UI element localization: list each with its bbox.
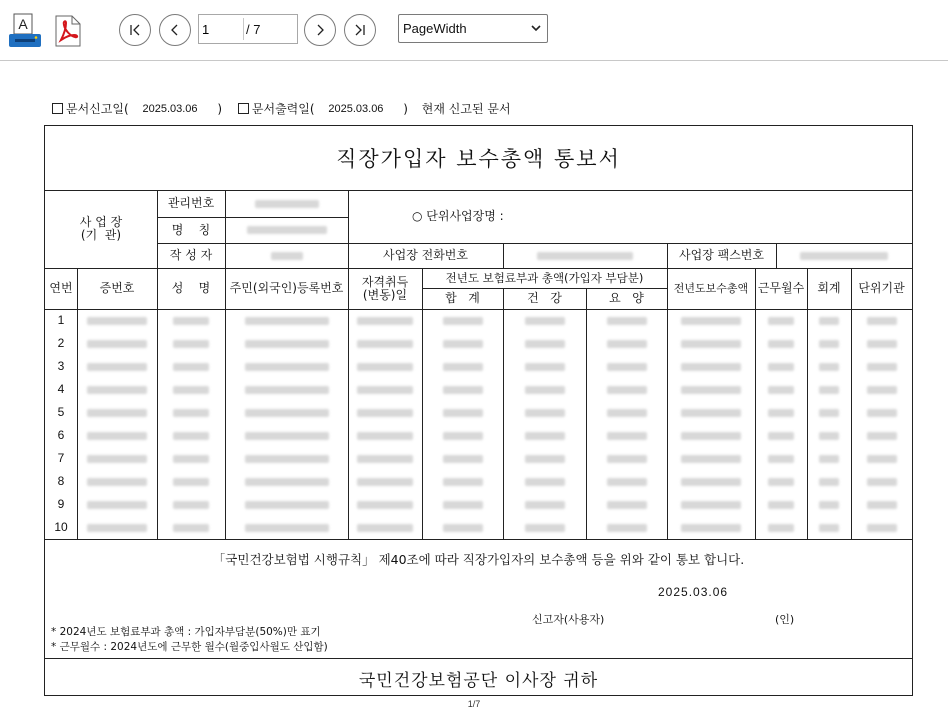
- redacted-cell: [503, 493, 586, 516]
- col-health: 건 강: [527, 291, 562, 305]
- col-resident-no: 주민(외국인)등록번호: [229, 281, 344, 295]
- redacted-cell: [77, 355, 157, 378]
- redacted-cell: [348, 332, 422, 355]
- redacted-cell: [503, 378, 586, 401]
- redacted-cell: [348, 470, 422, 493]
- redacted-cell: [422, 309, 503, 332]
- redacted-cell: [157, 493, 225, 516]
- zoom-value: PageWidth: [403, 21, 467, 36]
- redacted-cell: [225, 309, 348, 332]
- report-date: 2025.03.06: [142, 102, 198, 115]
- redacted-cell: [586, 493, 667, 516]
- redacted-cell: [225, 355, 348, 378]
- next-page-button[interactable]: [304, 14, 336, 46]
- redacted-cell: [807, 424, 851, 447]
- redacted-cell: [348, 309, 422, 332]
- redacted-cell: [77, 424, 157, 447]
- page-indicator: 1/7: [467, 699, 481, 709]
- redacted-cell: [667, 447, 755, 470]
- redacted-cell: [807, 493, 851, 516]
- redacted-cell: [667, 332, 755, 355]
- mgmt-no-label: 관리번호: [167, 196, 215, 210]
- redacted-cell: [503, 332, 586, 355]
- redacted-cell: [348, 355, 422, 378]
- output-date-close: ): [403, 101, 408, 116]
- redacted-cell: [667, 516, 755, 539]
- report-form: [44, 125, 913, 696]
- row-seq: 10: [54, 520, 68, 534]
- redacted-cell: [422, 447, 503, 470]
- redacted-cell: [503, 355, 586, 378]
- redacted-cell: [422, 424, 503, 447]
- col-acq-date: 자격취득 (변동)일: [361, 274, 409, 302]
- footnotes: [51, 625, 328, 655]
- output-date-label: 문서출력일(: [251, 102, 315, 116]
- reporter-label: 신고자(사용자): [532, 613, 605, 626]
- redacted-cell: [807, 332, 851, 355]
- redacted-cell: [667, 355, 755, 378]
- redacted-cell: [807, 516, 851, 539]
- redacted-cell: [503, 516, 586, 539]
- redacted-cell: [755, 401, 807, 424]
- redacted-cell: [422, 378, 503, 401]
- redacted-cell: [503, 424, 586, 447]
- redacted-cell: [77, 516, 157, 539]
- redacted-cell: [807, 470, 851, 493]
- document-status-line: [52, 100, 511, 117]
- redacted-cell: [77, 332, 157, 355]
- document-status: 현재 신고된 문서: [421, 102, 511, 116]
- prev-page-button[interactable]: [159, 14, 191, 46]
- phone-label: 사업장 전화번호: [383, 248, 468, 262]
- redacted-cell: [77, 470, 157, 493]
- row-seq: 6: [57, 428, 65, 442]
- pdf-icon[interactable]: [48, 12, 84, 50]
- redacted-cell: [667, 493, 755, 516]
- redacted-cell: [755, 355, 807, 378]
- redacted-cell: [807, 355, 851, 378]
- toolbar-divider: [0, 60, 948, 61]
- redacted-cell: [348, 447, 422, 470]
- footnote-premium: * 2024년도 보험료부과 총액 : 가입자부담분(50%)만 표기: [51, 626, 321, 638]
- footnote-months: * 근무월수 : 2024년도에 근무한 월수(월중입사월도 산입함): [51, 641, 328, 653]
- redacted-cell: [157, 355, 225, 378]
- addressee: 국민건강보험공단 이사장 귀하: [358, 671, 599, 691]
- redacted-cell: [667, 378, 755, 401]
- redacted-cell: [77, 378, 157, 401]
- redacted-cell: [586, 470, 667, 493]
- redacted-cell: [225, 424, 348, 447]
- col-months: 근무월수: [757, 281, 805, 295]
- row-seq: 3: [57, 359, 65, 373]
- redacted-cell: [586, 401, 667, 424]
- redacted-cell: [157, 401, 225, 424]
- redacted-cell: [157, 516, 225, 539]
- redacted-cell: [348, 378, 422, 401]
- page-number-box: [198, 14, 298, 44]
- redacted-cell: [503, 309, 586, 332]
- redacted-cell: [157, 309, 225, 332]
- employer-name-value: [225, 217, 348, 243]
- redacted-cell: [77, 309, 157, 332]
- redacted-cell: [422, 493, 503, 516]
- print-icon[interactable]: [7, 12, 43, 50]
- redacted-cell: [807, 378, 851, 401]
- redacted-cell: [77, 401, 157, 424]
- redacted-cell: [667, 424, 755, 447]
- redacted-cell: [807, 401, 851, 424]
- redacted-cell: [807, 309, 851, 332]
- redacted-cell: [348, 493, 422, 516]
- redacted-cell: [422, 470, 503, 493]
- redacted-cell: [586, 516, 667, 539]
- redacted-cell: [348, 516, 422, 539]
- redacted-cell: [851, 378, 912, 401]
- redacted-cell: [667, 401, 755, 424]
- redacted-cell: [851, 516, 912, 539]
- redacted-cell: [422, 401, 503, 424]
- redacted-cell: [348, 401, 422, 424]
- redacted-cell: [157, 424, 225, 447]
- mgmt-no-value: [225, 190, 348, 217]
- redacted-cell: [157, 470, 225, 493]
- report-date-close: ): [217, 101, 223, 116]
- col-name: 성 명: [171, 281, 211, 295]
- redacted-cell: [851, 470, 912, 493]
- redacted-cell: [586, 424, 667, 447]
- redacted-cell: [586, 309, 667, 332]
- col-seq: 연번: [49, 281, 73, 295]
- redacted-cell: [225, 493, 348, 516]
- redacted-cell: [503, 401, 586, 424]
- output-date: 2025.03.06: [328, 102, 384, 115]
- redacted-cell: [755, 516, 807, 539]
- redacted-cell: [755, 424, 807, 447]
- col-unit: 단위기관: [858, 281, 905, 295]
- redacted-cell: [667, 309, 755, 332]
- first-page-button[interactable]: [119, 14, 151, 46]
- col-account: 회계: [817, 281, 841, 295]
- author-value: [225, 243, 348, 268]
- employer-label: 사 업 장 (기 관): [79, 215, 123, 242]
- redacted-cell: [755, 332, 807, 355]
- employer-name-label: 명 칭: [171, 222, 211, 237]
- unit-workplace-label: ○ 단위사업장명 :: [412, 209, 504, 223]
- chevron-down-icon: [531, 24, 541, 32]
- redacted-cell: [77, 447, 157, 470]
- redacted-cell: [851, 309, 912, 332]
- redacted-cell: [851, 493, 912, 516]
- document-title: 직장가입자 보수총액 통보서: [45, 126, 912, 191]
- redacted-cell: [755, 309, 807, 332]
- fax-value: [776, 243, 912, 268]
- last-page-icon: [352, 22, 368, 38]
- report-date-checkbox[interactable]: [52, 103, 63, 114]
- fax-label: 사업장 팩스번호: [679, 248, 764, 262]
- redacted-cell: [225, 516, 348, 539]
- total-pages: / 7: [246, 22, 261, 37]
- row-seq: 9: [57, 497, 65, 511]
- report-date-label: 문서신고일(: [66, 102, 129, 116]
- row-seq: 5: [57, 405, 65, 419]
- redacted-cell: [422, 516, 503, 539]
- redacted-cell: [586, 332, 667, 355]
- redacted-cell: [851, 424, 912, 447]
- row-seq: 4: [57, 382, 65, 396]
- redacted-cell: [225, 332, 348, 355]
- redacted-cell: [77, 493, 157, 516]
- col-total: 합 계: [445, 291, 480, 305]
- row-seq: 8: [57, 474, 65, 488]
- first-page-icon: [127, 22, 143, 38]
- redacted-cell: [503, 447, 586, 470]
- redacted-cell: [586, 378, 667, 401]
- redacted-cell: [755, 470, 807, 493]
- redacted-cell: [422, 355, 503, 378]
- col-prev-pay: 전년도보수총액: [673, 282, 749, 295]
- zoom-select[interactable]: [398, 14, 548, 43]
- redacted-cell: [851, 401, 912, 424]
- svg-text:A: A: [18, 16, 28, 32]
- seal-label: (인): [775, 613, 795, 626]
- redacted-cell: [225, 378, 348, 401]
- redacted-cell: [807, 447, 851, 470]
- next-page-icon: [312, 22, 328, 38]
- redacted-cell: [157, 447, 225, 470]
- redacted-cell: [755, 493, 807, 516]
- row-seq: 2: [57, 336, 65, 350]
- redacted-cell: [157, 332, 225, 355]
- author-label: 작 성 자: [169, 248, 213, 262]
- redacted-cell: [851, 332, 912, 355]
- row-seq: 1: [57, 313, 65, 327]
- notice-text: 「국민건강보험법 시행규칙」 제40조에 따라 직장가입자의 보수총액 등을 위와 같이 통보 합니다.: [212, 552, 745, 567]
- col-cert-no: 증번호: [99, 281, 135, 295]
- viewer-toolbar: [0, 0, 948, 60]
- redacted-cell: [422, 332, 503, 355]
- redacted-cell: [348, 424, 422, 447]
- phone-value: [503, 243, 667, 268]
- redacted-cell: [225, 470, 348, 493]
- redacted-cell: [755, 378, 807, 401]
- redacted-cell: [503, 470, 586, 493]
- redacted-cell: [586, 447, 667, 470]
- issue-date: 2025.03.06: [658, 585, 729, 599]
- redacted-cell: [851, 447, 912, 470]
- redacted-cell: [667, 470, 755, 493]
- col-care: 요 양: [609, 291, 644, 305]
- redacted-cell: [851, 355, 912, 378]
- row-seq: 7: [57, 451, 65, 465]
- col-prev-premium: 전년도 보험료부과 총액(가입자 부담분): [445, 270, 644, 285]
- prev-page-icon: [167, 22, 183, 38]
- redacted-cell: [225, 447, 348, 470]
- current-page-input[interactable]: [202, 22, 242, 37]
- output-date-checkbox[interactable]: [238, 103, 249, 114]
- redacted-cell: [225, 401, 348, 424]
- redacted-cell: [755, 447, 807, 470]
- redacted-cell: [586, 355, 667, 378]
- redacted-cell: [157, 378, 225, 401]
- last-page-button[interactable]: [344, 14, 376, 46]
